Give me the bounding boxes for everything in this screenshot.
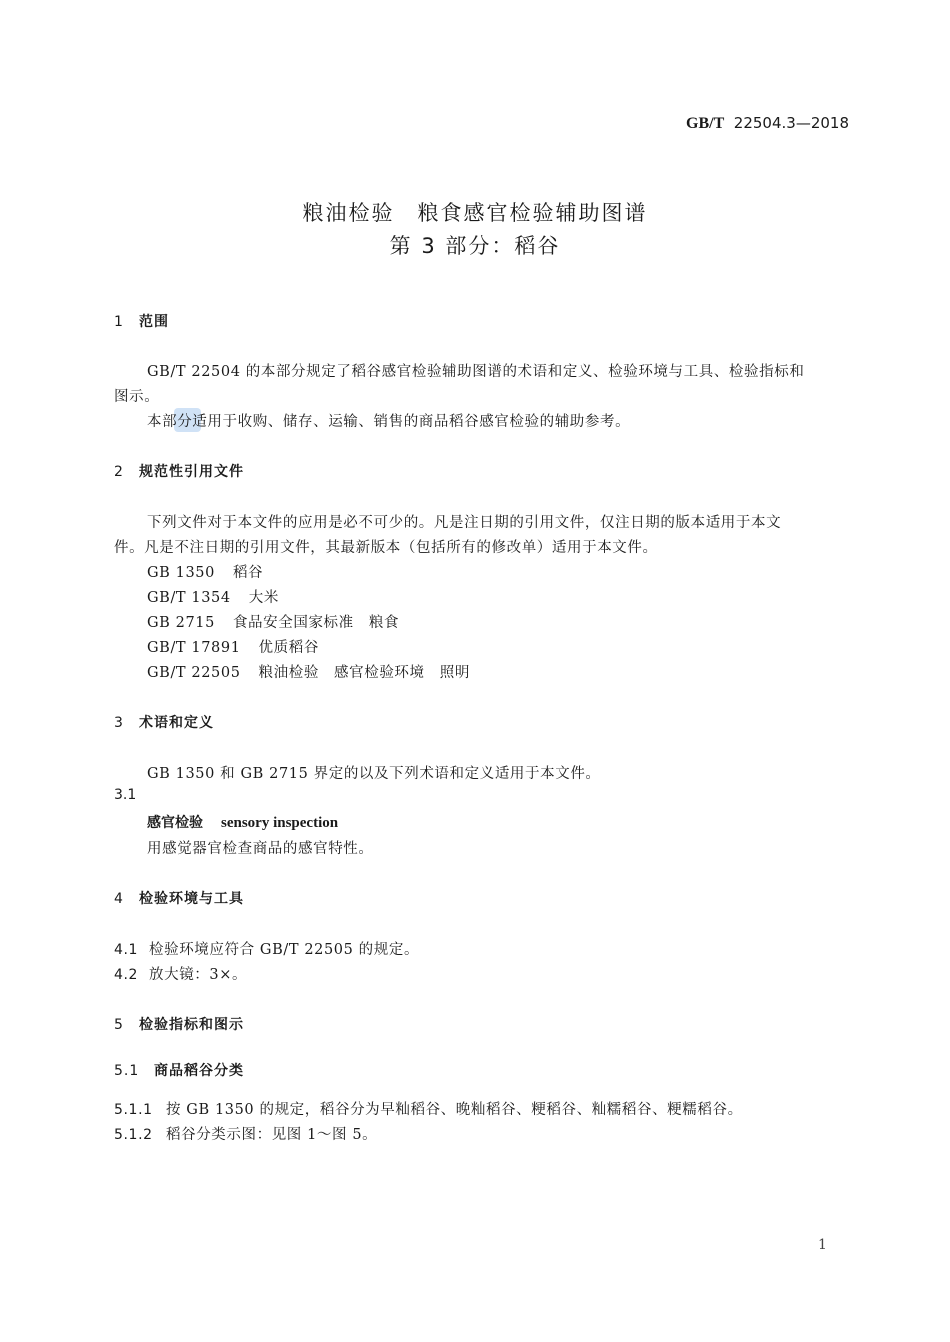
term-chinese: 感官检验 [147,815,203,831]
section-1-para1: GB/T 22504 的本部分规定了稻谷感官检验辅助图谱的术语和定义、检验环境与工具、检验指标和 [147,364,805,380]
section-1-heading: 1 范围 [114,314,169,330]
section-1-para1-cont: 图示。 [114,389,160,405]
document-subtitle: 第 3 部分：稻谷 [389,234,561,258]
standard-number: 22504.3—2018 [733,114,849,132]
reference-item: GB/T 1354 大米 [147,590,279,606]
section-2-heading: 2 规范性引用文件 [114,464,244,480]
reference-item: GB 1350 稻谷 [147,565,264,581]
reference-item: GB/T 17891 优质稻谷 [147,640,319,656]
standard-code [686,114,849,133]
document-title: 粮油检验 粮食感官检验辅助图谱 [302,201,648,225]
term-number: 3.1 [114,787,137,803]
section-3-heading: 3 术语和定义 [114,715,214,731]
clause-item: 4.1 检验环境应符合 GB/T 22505 的规定。 [114,942,420,958]
section-3-para: GB 1350 和 GB 2715 界定的以及下列术语和定义适用于本文件。 [147,766,601,782]
section-5-heading: 5 检验指标和图示 [114,1017,244,1033]
clause-item: 5.1.2 稻谷分类示图：见图 1～图 5。 [114,1127,378,1143]
section-5-1-heading: 5.1 商品稻谷分类 [114,1063,244,1079]
page-number: 1 [818,1237,827,1253]
section-1-para2: 本部分适用于收购、储存、运输、销售的商品稻谷感官检验的辅助参考。 [147,414,631,430]
term-definition: 用感觉器官检查商品的感官特性。 [147,841,374,857]
clause-item: 4.2 放大镜：3×。 [114,967,248,983]
term-english: sensory inspection [221,815,339,831]
reference-item: GB 2715 食品安全国家标准 粮食 [147,615,400,631]
clause-item: 5.1.1 按 GB 1350 的规定，稻谷分为早籼稻谷、晚籼稻谷、粳稻谷、籼糯稻谷、粳糯稻谷。 [114,1102,743,1118]
section-2-para-cont: 件。凡是不注日期的引用文件，其最新版本（包括所有的修改单）适用于本文件。 [114,540,658,556]
reference-item: GB/T 22505 粮油检验 感官检验环境 照明 [147,665,470,681]
term-entry [147,812,338,832]
section-2-para: 下列文件对于本文件的应用是必不可少的。凡是注日期的引用文件，仅注日期的版本适用于本文 [147,515,782,531]
section-4-heading: 4 检验环境与工具 [114,891,244,907]
standard-prefix: GB/T [686,115,725,132]
